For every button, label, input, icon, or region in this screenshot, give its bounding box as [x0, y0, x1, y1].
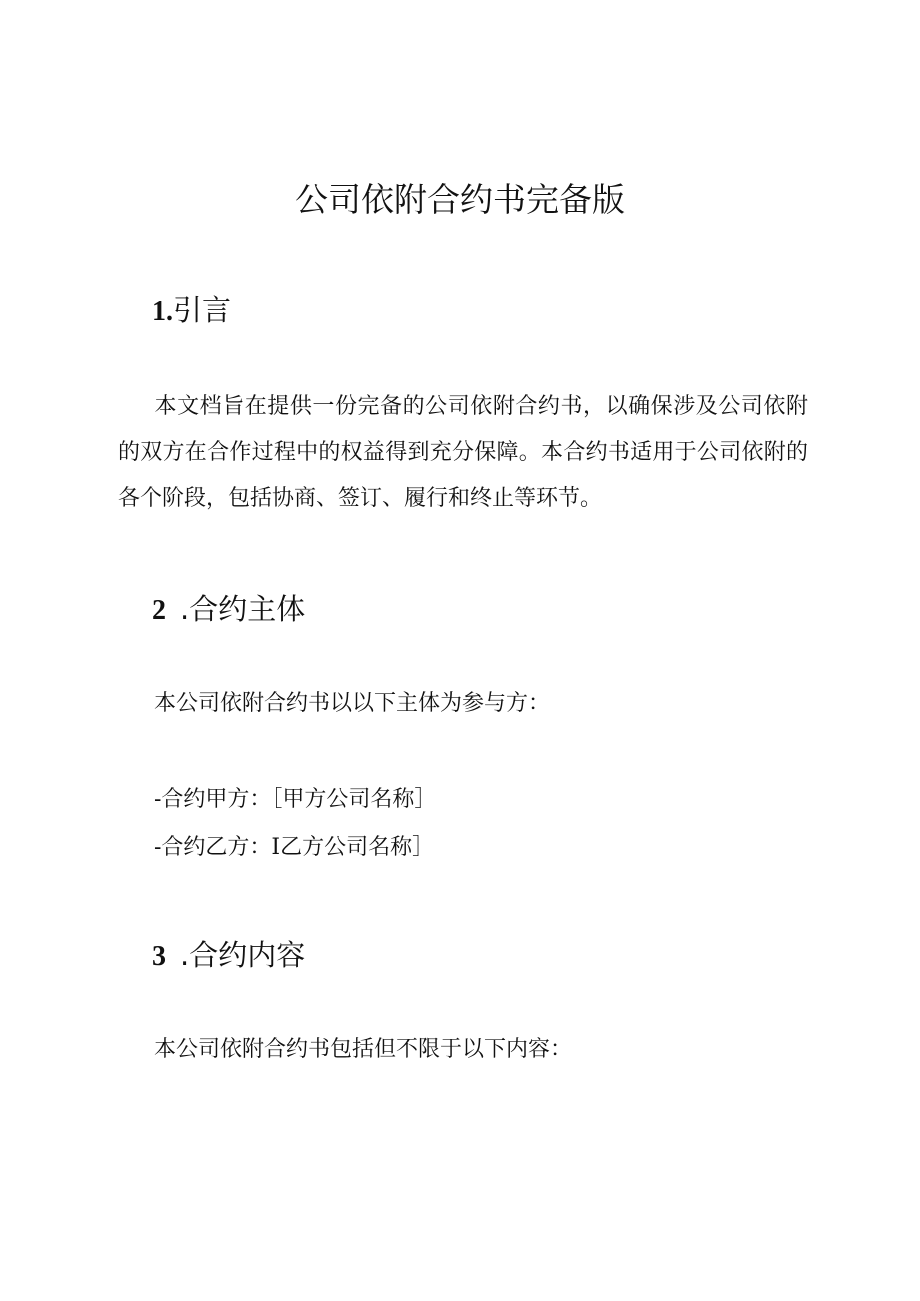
section-3-title: .合约内容 [180, 938, 306, 972]
section-2-heading [152, 589, 305, 631]
party-a-line: -合约甲方：［甲方公司名称］ [154, 787, 437, 812]
section-2-intro: 本公司依附合约书以以下主体为参与方： [154, 691, 551, 716]
section-2-title: .合约主体 [180, 592, 306, 626]
section-3-number: 3 [152, 941, 166, 972]
section-1-heading [152, 290, 231, 332]
section-1-title: 引言 [173, 293, 232, 327]
document-title: 公司依附合约书完备版 [295, 180, 625, 219]
section-3-heading [152, 935, 305, 977]
section-1-number: 1. [152, 296, 173, 327]
section-1-paragraph [118, 384, 808, 522]
section-3-intro: 本公司依附合约书包括但不限于以下内容： [154, 1037, 573, 1062]
party-b-line: -合约乙方：I乙方公司名称］ [154, 835, 435, 860]
section-1-paragraph-text: 本文档旨在提供一份完备的公司依附合约书，以确保涉及公司依附的双方在合作过程中的权益得到充分保障。本合约书适用于公司依附的各个阶段，包括协商、签订、履行和终止等环节。 [118, 394, 808, 511]
section-2-number: 2 [152, 595, 166, 626]
